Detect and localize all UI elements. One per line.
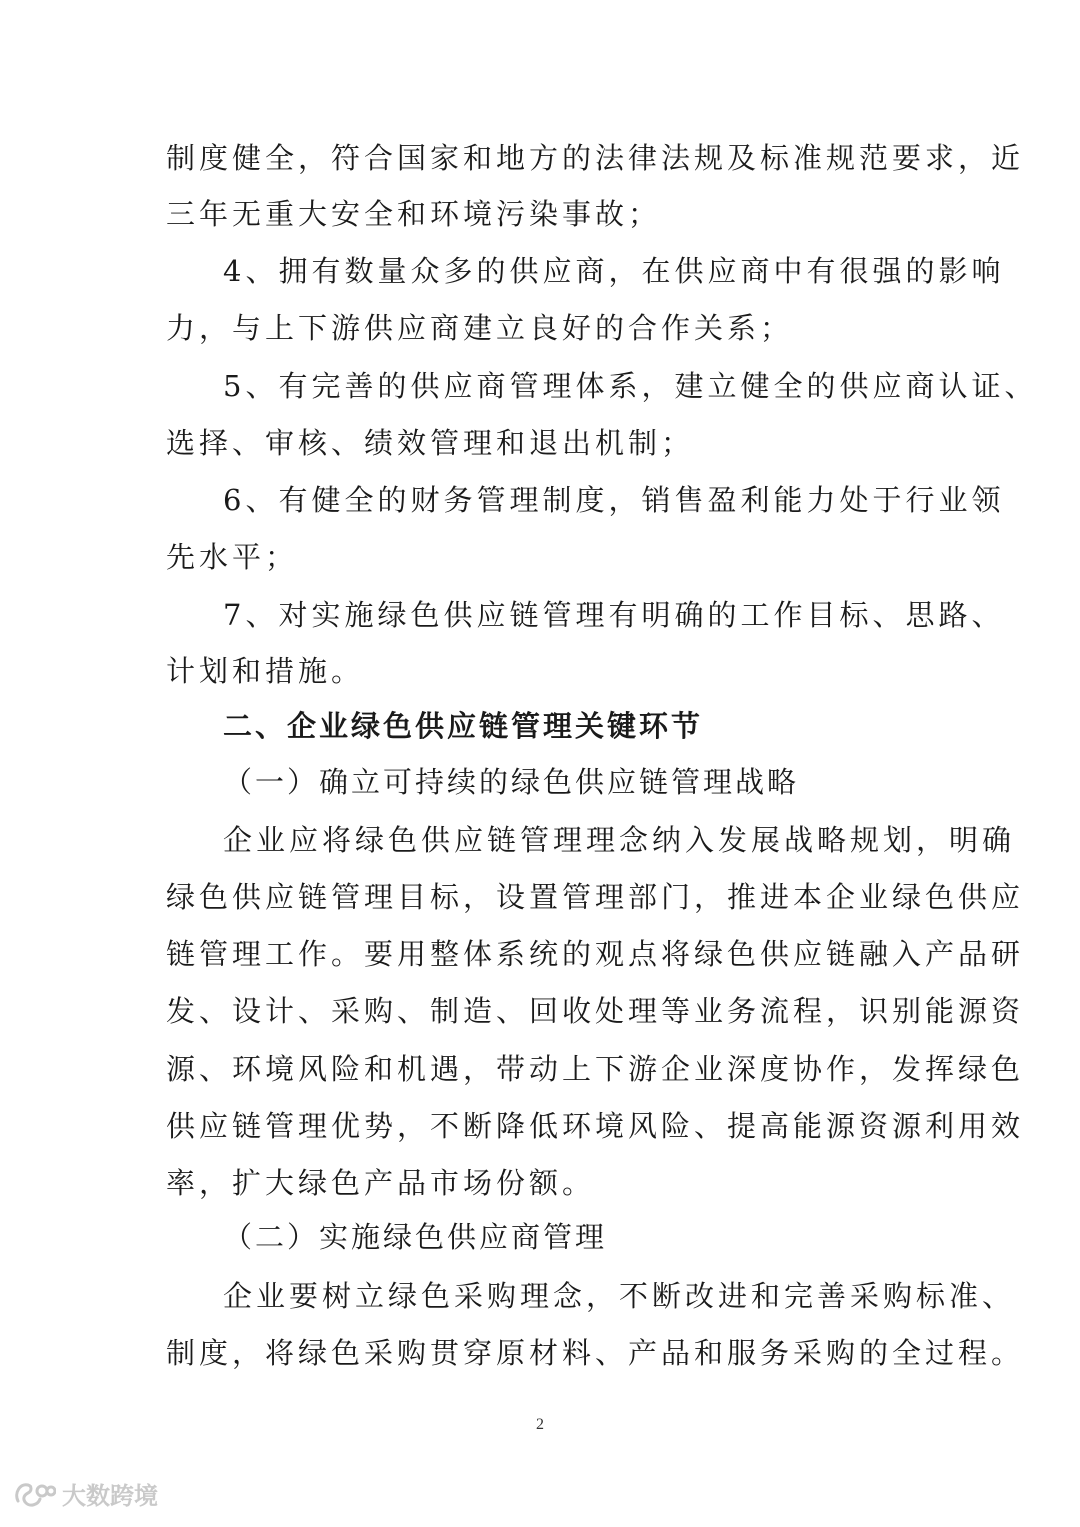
paragraph-line: 链管理工作。要用整体系统的观点将绿色供应链融入产品研 xyxy=(166,937,1025,971)
paragraph-line: 率，扩大绿色产品市场份额。 xyxy=(166,1166,596,1200)
list-item-line: 4、拥有数量众多的供应商，在供应商中有很强的影响 xyxy=(223,254,1005,288)
watermark xyxy=(12,1476,158,1511)
list-item-line: 计划和措施。 xyxy=(166,654,365,688)
paragraph-line: 源、环境风险和机遇，带动上下游企业深度协作，发挥绿色 xyxy=(166,1052,1025,1086)
paragraph-line: 发、设计、采购、制造、回收处理等业务流程，识别能源资 xyxy=(166,994,1025,1028)
subsection-heading: （二）实施绿色供应商管理 xyxy=(223,1220,608,1254)
list-item-line: 7、对实施绿色供应链管理有明确的工作目标、思路、 xyxy=(223,598,1005,632)
paragraph-line: 供应链管理优势，不断降低环境风险、提高能源资源利用效 xyxy=(166,1109,1025,1143)
subsection-heading: （一）确立可持续的绿色供应链管理战略 xyxy=(223,765,800,799)
dashuju-logo-icon xyxy=(12,1479,56,1509)
list-item-line: 6、有健全的财务管理制度，销售盈利能力处于行业领 xyxy=(223,483,1005,517)
watermark-text: 大数跨境 xyxy=(62,1482,158,1510)
paragraph-line: 绿色供应链管理目标，设置管理部门，推进本企业绿色供应 xyxy=(166,880,1025,914)
paragraph-line: 企业要树立绿色采购理念，不断改进和完善采购标准、 xyxy=(223,1279,1016,1313)
section-heading: 二、企业绿色供应链管理关键环节 xyxy=(223,709,704,743)
list-item-line: 力，与上下游供应商建立良好的合作关系； xyxy=(166,311,794,345)
list-item-line: 先水平； xyxy=(166,540,299,574)
paragraph-line: 制度，将绿色采购贯穿原材料、产品和服务采购的全过程。 xyxy=(166,1336,1025,1370)
paragraph-line: 三年无重大安全和环境污染事故； xyxy=(166,197,662,231)
paragraph-line: 企业应将绿色供应链管理理念纳入发展战略规划，明确 xyxy=(223,823,1016,857)
paragraph-line: 制度健全，符合国家和地方的法律法规及标准规范要求，近 xyxy=(166,141,1025,175)
list-item-line: 选择、审核、绩效管理和退出机制； xyxy=(166,426,695,460)
page-number: 2 xyxy=(536,1416,544,1433)
list-item-line: 5、有完善的供应商管理体系，建立健全的供应商认证、 xyxy=(223,369,1038,403)
